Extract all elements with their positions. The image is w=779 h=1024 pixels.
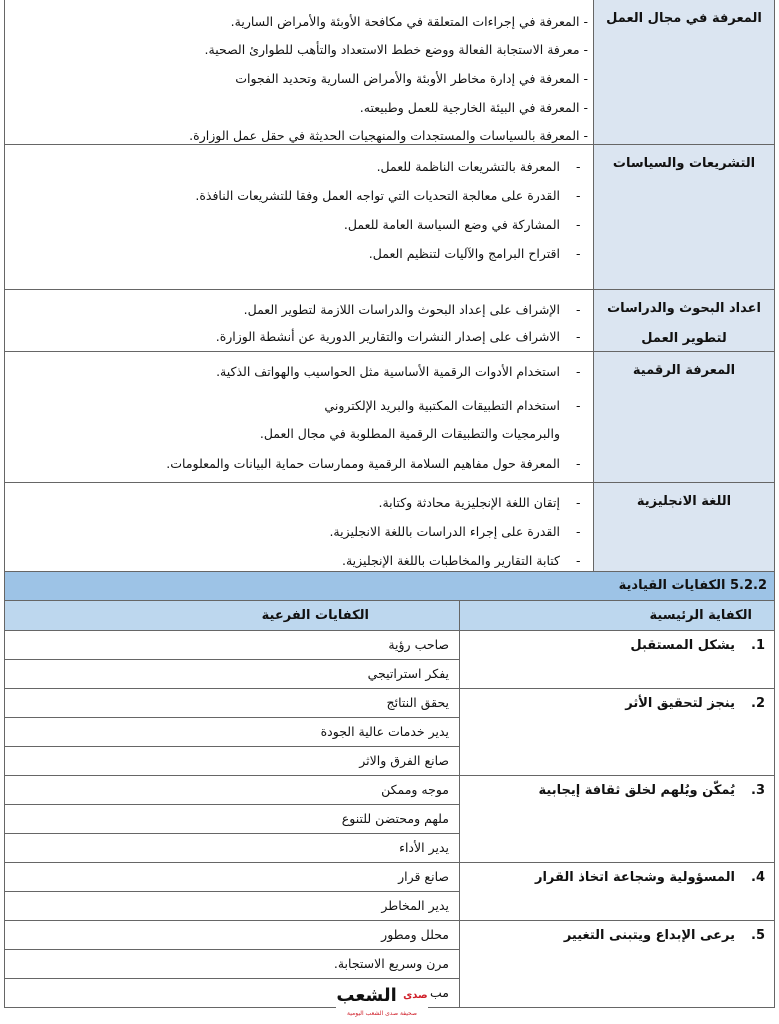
competency-number: 5. <box>751 928 765 943</box>
knowledge-area-label: المعرفة في مجال العمل <box>593 0 775 145</box>
knowledge-item: القدرة على معالجة التحديات التي تواجه العمل وفقا للتشريعات النافذة. <box>195 188 560 203</box>
knowledge-item: - المعرفة بالسياسات والمستجدات والمنهجيات الحديثة في حقل عمل الوزارة. <box>189 128 588 143</box>
sub-competency: يدير الأداء <box>4 833 460 863</box>
knowledge-item: والبرمجيات والتطبيقات الرقمية المطلوبة في مجال العمل. <box>259 426 560 441</box>
knowledge-item: الاشراف على إصدار النشرات والتقارير الدورية عن أنشطة الوزارة. <box>215 329 560 344</box>
bullet-dash: - <box>576 398 581 413</box>
main-competency: المسؤولية وشجاعة اتخاذ القرار <box>534 870 735 885</box>
logo-text: $^{صدى}$ الشعب <box>336 985 428 1006</box>
sub-competency: صانع قرار <box>4 862 460 892</box>
knowledge-item: استخدام التطبيقات المكتبية والبريد الإلكتروني <box>324 398 560 413</box>
bullet-dash: - <box>576 217 581 232</box>
watermark-logo <box>336 982 428 1024</box>
knowledge-item: - المعرفة في إجراءات المتعلقة في مكافحة الأوبئة والأمراض السارية. <box>230 14 588 29</box>
competency-number: 1. <box>751 638 765 653</box>
knowledge-item: القدرة على إجراء الدراسات باللغة الانجليزية. <box>329 524 560 539</box>
main-competency: يرعى الإبداع ويتبنى التغيير <box>563 928 735 943</box>
bullet-dash: - <box>576 302 581 317</box>
sub-competency: يدير المخاطر <box>4 891 460 921</box>
knowledge-item: إتقان اللغة الإنجليزية محادثة وكتابة. <box>378 495 560 510</box>
main-competency: يشكل المستقبل <box>630 638 735 653</box>
bullet-dash: - <box>576 524 581 539</box>
competency-number: 2. <box>751 696 765 711</box>
logo-tagline: صحيفة صدى الشعب اليومية <box>347 1010 417 1017</box>
sub-competency: صاحب رؤية <box>4 630 460 660</box>
sub-competency: محلل ومطور <box>4 920 460 950</box>
knowledge-area-label: المعرفة الرقمية <box>593 351 775 483</box>
bullet-dash: - <box>576 364 581 379</box>
knowledge-item: الإشراف على إعداد البحوث والدراسات اللازمة لتطوير العمل. <box>243 302 560 317</box>
sub-competency: مب <box>4 978 460 1008</box>
bullet-dash: - <box>576 188 581 203</box>
sub-competency: ملهم ومحتضن للتنوع <box>4 804 460 834</box>
bullet-dash: - <box>576 495 581 510</box>
column-header-main: الكفاية الرئيسية <box>459 600 775 631</box>
sub-competency: يدير خدمات عالية الجودة <box>4 717 460 747</box>
main-competency: يُمكّن ويُلهم لخلق ثقافة إيجابية <box>538 783 735 798</box>
sub-competency: مرن وسريع الاستجابة. <box>4 949 460 979</box>
knowledge-area-label: اعداد البحوث والدراسات لتطوير العمل <box>593 289 775 352</box>
knowledge-item: المشاركة في وضع السياسة العامة للعمل. <box>343 217 560 232</box>
knowledge-item: - المعرفة في إدارة مخاطر الأوبئة والأمراض السارية وتحديد الفجوات <box>235 71 588 86</box>
bullet-dash: - <box>576 329 581 344</box>
knowledge-item: المعرفة بالتشريعات الناظمة للعمل. <box>376 159 560 174</box>
knowledge-area-label: التشريعات والسياسات <box>593 144 775 290</box>
sub-competency: موجه وممكن <box>4 775 460 805</box>
sub-competency: صانع الفرق والاثر <box>4 746 460 776</box>
bullet-dash: - <box>576 246 581 261</box>
bullet-dash: - <box>576 456 581 471</box>
bullet-dash: - <box>576 159 581 174</box>
knowledge-item: كتابة التقارير والمخاطبات باللغة الإنجليزية. <box>342 553 560 568</box>
knowledge-item: المعرفة حول مفاهيم السلامة الرقمية وممارسات حماية البيانات والمعلومات. <box>166 456 560 471</box>
column-header-sub: الكفايات الفرعية <box>4 600 460 631</box>
knowledge-item: - المعرفة في البيئة الخارجية للعمل وطبيعته. <box>359 100 588 115</box>
knowledge-item: اقتراح البرامج والآليات لتنظيم العمل. <box>368 246 560 261</box>
bullet-dash: - <box>576 553 581 568</box>
main-competency: ينجز لتحقيق الأثر <box>625 696 735 711</box>
knowledge-area-label: اللغة الانجليزية <box>593 482 775 572</box>
section-title: 5.2.2 الكفايات القيادية <box>618 578 767 593</box>
competency-number: 4. <box>751 870 765 885</box>
sub-competency: يحقق النتائج <box>4 688 460 718</box>
knowledge-item: استخدام الأدوات الرقمية الأساسية مثل الحواسيب والهواتف الذكية. <box>216 364 560 379</box>
competency-number: 3. <box>751 783 765 798</box>
knowledge-item: - معرفة الاستجابة الفعالة ووضع خطط الاستعداد والتأهب للطوارئ الصحية. <box>204 42 588 57</box>
sub-competency: يفكر استراتيجي <box>4 659 460 689</box>
